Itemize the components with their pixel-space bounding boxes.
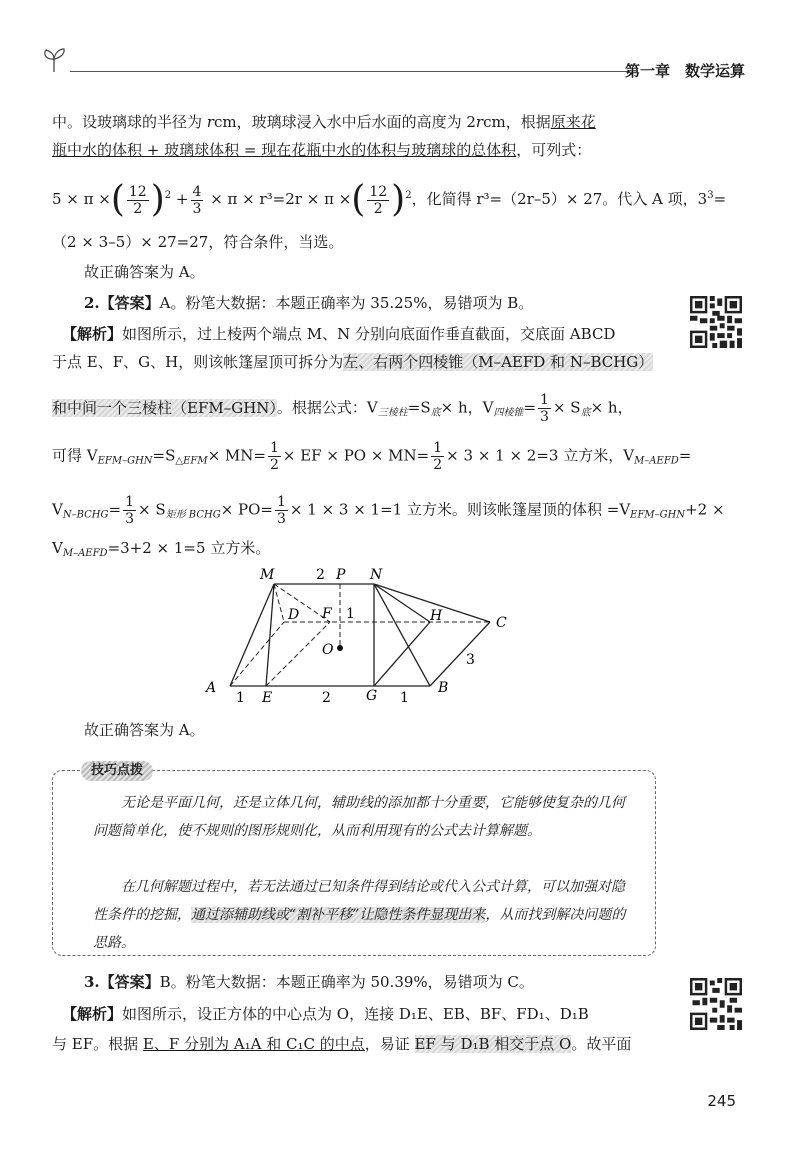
label-M: M <box>260 567 275 583</box>
page-number: 245 <box>707 1092 736 1110</box>
header-rule <box>70 71 630 72</box>
tip-paragraph-1: 无论是平面几何，还是立体几何，辅助线的添加都十分重要，它能够使复杂的几何问题简单化，使不规则的图形规则化，从而利用现有的公式去计算解题。 <box>93 795 625 839</box>
edge-AD <box>230 622 284 686</box>
edge-EF <box>266 622 330 686</box>
text-line: 故正确答案为 A。 <box>84 721 205 739</box>
text-line: （2 × 3–5）× 27=27，符合条件，当选。 <box>52 233 344 251</box>
text-line: 和中间一个三棱柱（EFM–GHN）。根据公式：$V_{三棱柱}=S_底\times h$，$V_{四棱锥}=$ $\frac{1}{3}$ × $S_底\times h$， <box>52 392 633 425</box>
edge-BC <box>430 622 490 686</box>
label-P: P <box>336 567 346 583</box>
tip-tag: 技巧点拨 <box>81 761 153 781</box>
label-A: A <box>206 680 217 696</box>
label-E: E <box>262 690 273 706</box>
edge-NH <box>374 584 430 622</box>
label-O: O <box>322 642 334 658</box>
label-G: G <box>366 688 378 704</box>
text-line: $V_{N-BCHG}=$ $\frac{1}{3}$ × $S_{矩形 BCHG}\times PO=$ $\frac{1}{3}$ × 1 × 3 × 1=1 立方米。则该帐篷屋顶的体积 $=V_{EFM-GHN}+2$ × <box>52 494 725 527</box>
label-H: H <box>430 608 443 624</box>
label-D: D <box>288 607 300 623</box>
label-N: N <box>370 567 383 583</box>
equation-line: 5 × π ×( $\frac{12}{2}$ )$^2$ + $\frac{4}{3}$ × π × r³=2r × π ×( $\frac{12}{2}$ )$^2$，化简得 r³=（2r–5）× 27。代入 A 项，$3^3=$ <box>52 179 727 220</box>
length-GB: 1 <box>400 690 409 706</box>
running-header <box>40 38 745 78</box>
qr-code-icon[interactable] <box>690 978 742 1030</box>
length-MP: 2 <box>316 567 325 583</box>
tent-roof-diagram <box>200 564 520 706</box>
chapter-title: 第一章 数学运算 <box>624 62 745 80</box>
tip-paragraph-2: 在几何解题过程中，若无法通过已知条件得到结论或代入公式计算，可以加强对隐性条件的挖掘，通过添辅助线或“割补平移”让隐性条件显现出来，从而找到解决问题的思路。 <box>93 879 626 951</box>
length-PF: 1 <box>346 606 355 622</box>
length-EG: 2 <box>322 690 331 706</box>
text-line: 瓶中水的体积 + 玻璃球体积 = 现在花瓶中水的体积与玻璃球的总体积，可列式： <box>52 141 592 159</box>
text-line: $V_{M-AEFD}=3+2 \times 1=5$ 立方米。 <box>52 539 271 559</box>
edge-GH <box>374 622 430 686</box>
text-line: 与 EF。根据 E、F 分别为 A₁A 和 C₁C 的中点，易证 EF 与 D₁B 相交于点 O。故平面 <box>52 1035 632 1053</box>
answer-line-q2: 2.【答案】A。粉笔大数据：本题正确率为 35.25%，易错项为 B。 <box>84 294 534 312</box>
diagram-labels <box>204 567 507 706</box>
label-F: F <box>322 606 332 622</box>
length-BC: 3 <box>466 652 475 668</box>
tip-box <box>52 763 656 956</box>
text-line: 【解析】如图所示，设正方体的中心点为 O，连接 D₁E、EB、BF、FD₁、D₁B <box>62 1005 589 1023</box>
sprout-icon <box>40 46 70 74</box>
text-line: 故正确答案为 A。 <box>84 263 205 281</box>
qr-code-icon[interactable] <box>690 296 742 348</box>
length-AE: 1 <box>236 690 245 706</box>
label-C: C <box>496 615 507 631</box>
text-line: 于点 E、F、G、H，则该帐篷屋顶可拆分为左、右两个四棱锥（M–AEFD 和 N–BCHG） <box>52 353 654 371</box>
answer-line-q3: 3.【答案】B。粉笔大数据：本题正确率为 50.39%，易错项为 C。 <box>84 973 534 991</box>
label-B: B <box>438 680 449 696</box>
point-O <box>337 645 343 651</box>
text-line: 中。设玻璃球的半径为 rcm，玻璃球浸入水中后水面的高度为 2rcm，根据原来花 <box>52 113 596 131</box>
text-line: 可得 $V_{EFM-GHN}=S_{\triangle EFM}\times MN=$ $\frac{1}{2}$ × EF × PO × MN= $\frac{1}{2}$ × 3 × 1 × 2=3 立方米，$V_{M-AEFD}=$ <box>52 440 692 473</box>
text-line: 【解析】如图所示，过上棱两个端点 M、N 分别向底面作垂直截面，交底面 ABCD <box>62 325 616 343</box>
